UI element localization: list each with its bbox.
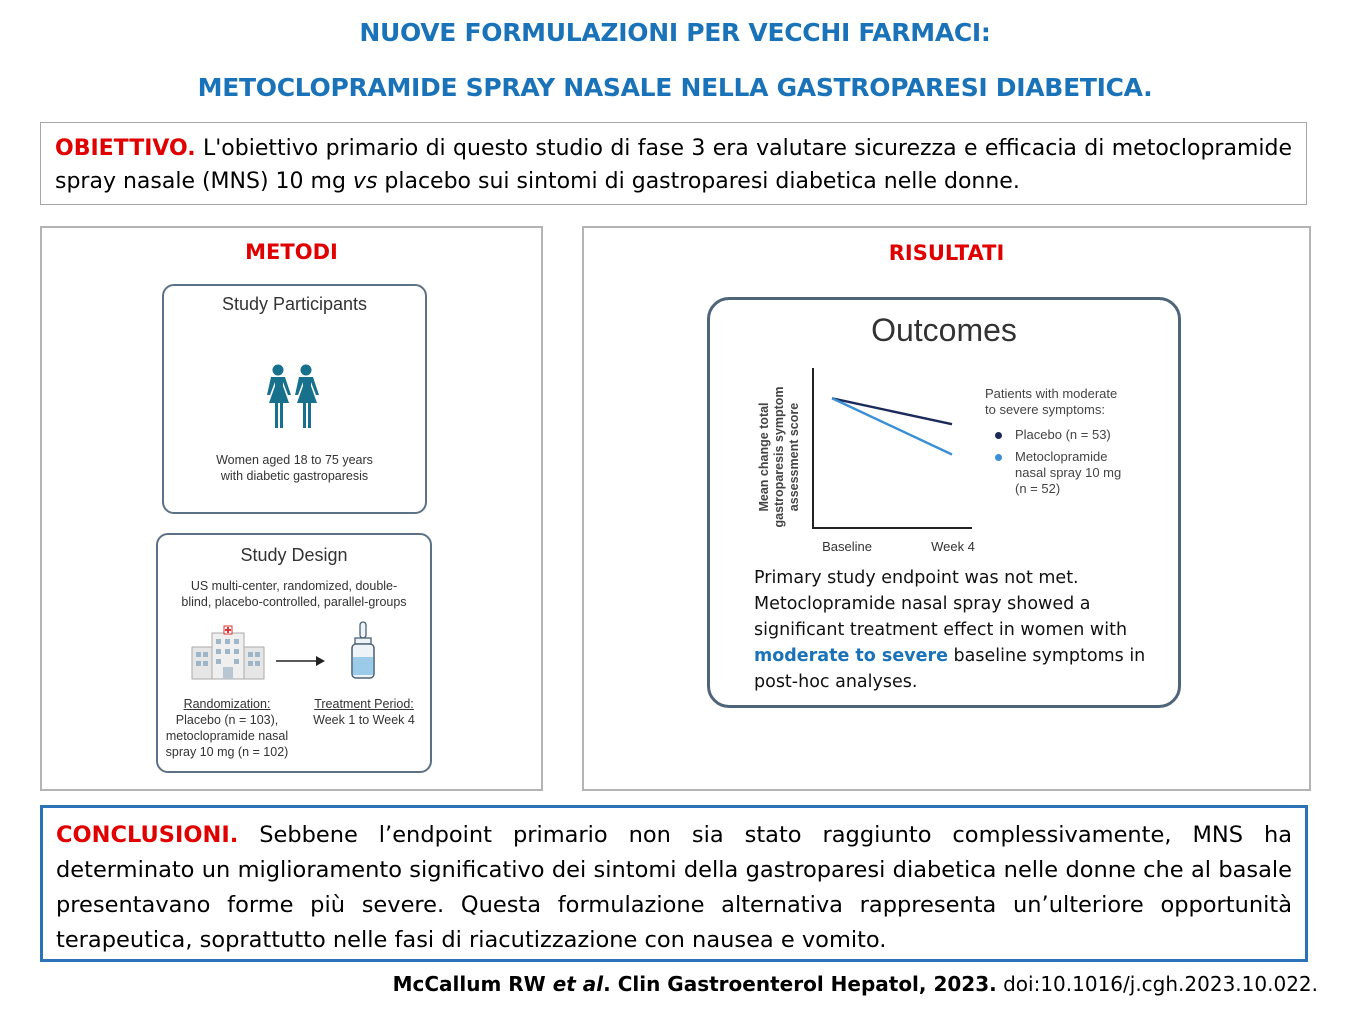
results-text-line3: significant treatment effect in women with xyxy=(754,620,1128,640)
citation xyxy=(393,972,1318,996)
results-text-line4-after: baseline symptoms in xyxy=(947,646,1146,666)
treatment-value: Week 1 to Week 4 xyxy=(313,713,415,727)
legend-title-line1: Patients with moderate xyxy=(985,386,1118,401)
legend-label-metoclopramide-line3: (n = 52) xyxy=(1015,481,1061,496)
legend-label-placebo: Placebo (n = 53) xyxy=(1015,427,1111,442)
design-desc-line2: blind, placebo-controlled, parallel-groups xyxy=(181,595,407,609)
conclusions-label: CONCLUSIONI. xyxy=(56,822,239,848)
objective-text-before: L'obiettivo primario di questo studio di fase 3 era valutare sicurezza e efficacia di metoclopramide spray nasale (MNS) 10 mg xyxy=(55,136,1292,194)
x-tick-label: Week 4 xyxy=(931,539,975,554)
arrow-right-icon xyxy=(276,655,326,667)
results-panel xyxy=(582,226,1311,791)
results-text-line2: Metoclopramide nasal spray showed a xyxy=(754,594,1091,614)
citation-etal: et al xyxy=(552,972,604,996)
participants-caption-line2: with diabetic gastroparesis xyxy=(220,469,369,483)
objective-text-italic: vs xyxy=(352,169,378,194)
legend-label-metoclopramide-line1: Metoclopramide xyxy=(1015,449,1108,464)
outcomes-title: Outcomes xyxy=(871,312,1017,348)
legend-marker-metoclopramide xyxy=(995,454,1002,461)
x-tick-label: Baseline xyxy=(822,539,872,554)
study-participants-card xyxy=(162,284,427,514)
conclusions-text: Sebbene l’endpoint primario non sia stato raggiunto complessivamente, MNS ha determinato un miglioramento significativo dei sintomi della gastroparesi diabetica nelle donne che al basale presentavano forme più severe. Questa formulazione alternativa rappresenta un’ulteriore opportunità terapeutica, soprattutto nelle fasi di riacutizzazione con nausea e vomito. xyxy=(56,822,1292,953)
objective-box xyxy=(40,122,1307,205)
results-text-highlight: moderate to severe xyxy=(754,646,948,666)
design-title: Study Design xyxy=(240,545,348,565)
page-title-line2: METOCLOPRAMIDE SPRAY NASALE NELLA GASTROPARESI DIABETICA. xyxy=(197,73,1153,102)
results-text-line4 xyxy=(754,643,1154,669)
methods-heading: METODI xyxy=(245,240,338,264)
legend-label-metoclopramide-line2: nasal spray 10 mg xyxy=(1015,465,1122,480)
treatment-label: Treatment Period: xyxy=(314,697,414,711)
citation-journal: . Clin Gastroenterol Hepatol, 2023. xyxy=(603,972,997,996)
objective-label: OBIETTIVO. xyxy=(55,136,196,161)
participants-caption-line1: Women aged 18 to 75 years xyxy=(216,453,373,467)
page-title-line1: NUOVE FORMULAZIONI PER VECCHI FARMACI: xyxy=(359,18,991,47)
y-axis-label-line1: Mean change total xyxy=(757,402,771,512)
objective-text-after: placebo sui sintomi di gastroparesi diabetica nelle donne. xyxy=(377,169,1020,194)
women-icon xyxy=(262,364,326,430)
outcomes-chart xyxy=(740,362,980,562)
results-text xyxy=(754,565,1154,695)
study-design-card xyxy=(156,533,432,773)
results-heading: RISULTATI xyxy=(888,241,1005,265)
randomization-line2: metoclopramide nasal xyxy=(165,729,289,743)
results-text-line5: post-hoc analyses. xyxy=(754,672,918,692)
design-desc-line1: US multi-center, randomized, double- xyxy=(190,579,398,593)
results-text-line1: Primary study endpoint was not met. xyxy=(754,568,1079,588)
methods-panel xyxy=(40,226,543,791)
nasal-spray-icon xyxy=(348,621,378,681)
series-line-placebo xyxy=(832,398,952,424)
outcomes-card xyxy=(707,297,1181,708)
y-axis-label-line3: assessment score xyxy=(787,402,801,512)
legend-title-line2: to severe symptoms: xyxy=(985,402,1105,417)
citation-doi: doi:10.1016/j.cgh.2023.10.022. xyxy=(996,972,1318,996)
series-line-metoclopramide xyxy=(832,398,952,454)
hospital-icon xyxy=(190,625,266,681)
participants-title: Study Participants xyxy=(221,294,368,314)
randomization-label: Randomization: xyxy=(183,697,271,711)
y-axis-label-line2: gastroparesis symptom xyxy=(772,386,786,528)
randomization-line1: Placebo (n = 103), xyxy=(175,713,279,727)
legend xyxy=(985,386,1121,497)
citation-authors: McCallum RW xyxy=(392,972,553,996)
legend-item-metoclopramide xyxy=(985,449,1121,497)
conclusions-box xyxy=(40,805,1308,962)
randomization-line3: spray 10 mg (n = 102) xyxy=(165,745,289,759)
legend-marker-placebo xyxy=(995,432,1002,439)
legend-item-placebo xyxy=(985,427,1121,443)
